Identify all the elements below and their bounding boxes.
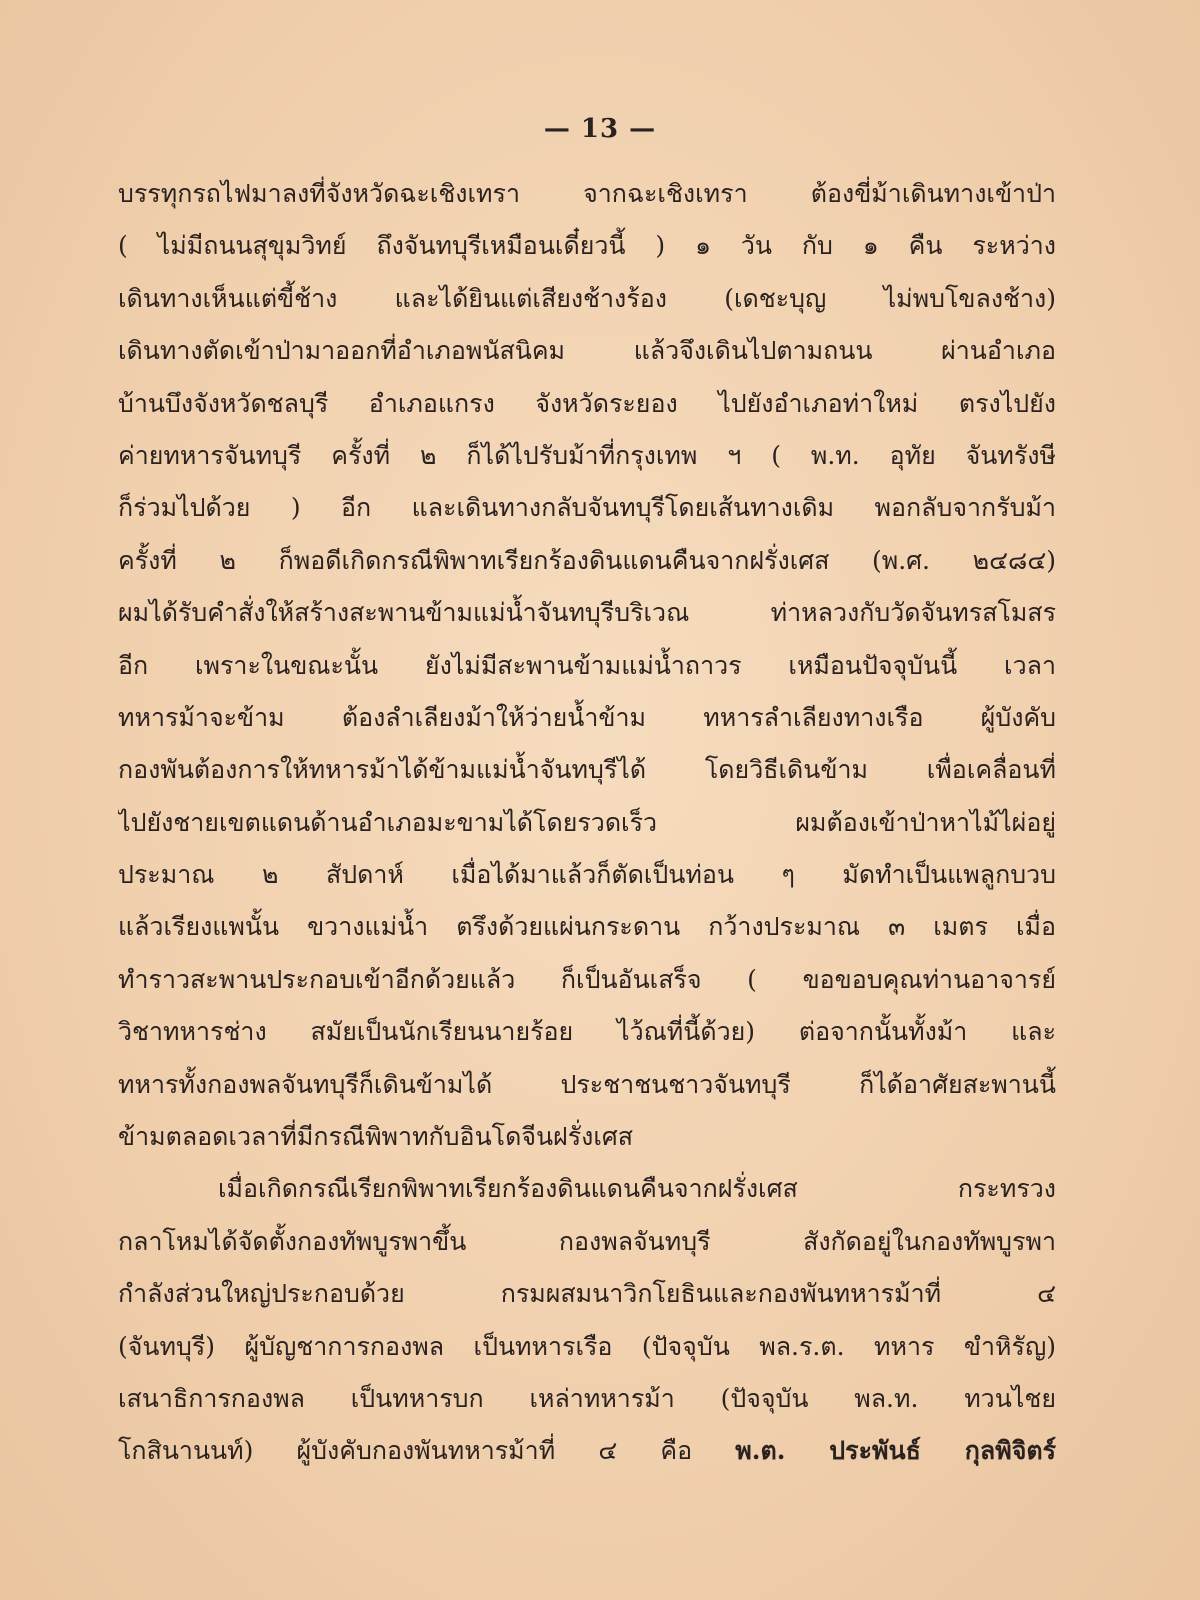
final-line-text: โกสินานนท์) ผู้บังคับกองพันทหารม้าที่ ๔ คือ <box>118 1436 693 1466</box>
text-line: ข้ามตลอดเวลาที่มีกรณีพิพาทกับอินโดจีนฝรั่งเศส <box>118 1122 634 1152</box>
text-line: ( ไม่มีถนนสุขุมวิทย์ ถึงจันทบุรีเหมือนเดี๋ยวนี้ ) ๑ วัน กับ ๑ คืน ระหว่าง <box>118 231 1056 261</box>
text-line: บ้านบึงจังหวัดชลบุรี อำเภอแกรง จังหวัดระยอง ไปยังอำเภอท่าใหม่ ตรงไปยัง <box>118 388 1056 418</box>
page-number: — 13 — <box>543 114 657 144</box>
text-line: กลาโหมได้จัดตั้งกองทัพบูรพาขึ้น กองพลจันทบุรี สังกัดอยู่ในกองทัพบูรพา <box>118 1226 1056 1256</box>
final-text-line <box>118 1425 1056 1477</box>
text-line: ผมได้รับคำสั่งให้สร้างสะพานข้ามแม่น้ำจันทบุรีบริเวณ ท่าหลวงกับวัดจันทรสโมสร <box>118 598 1056 628</box>
text-line: ทำราวสะพานประกอบเข้าอีกด้วยแล้ว ก็เป็นอันเสร็จ ( ขอขอบคุณท่านอาจารย์ <box>118 964 1056 994</box>
commander-name: พ.ต. ประพันธ์ กุลพิจิตร์ <box>735 1436 1056 1466</box>
text-line: ครั้งที่ ๒ ก็พอดีเกิดกรณีพิพาทเรียกร้องดินแดนคืนจากฝรั่งเศส (พ.ศ. ๒๔๘๔) <box>118 545 1056 575</box>
text-line: ค่ายทหารจันทบุรี ครั้งที่ ๒ ก็ได้ไปรับม้าที่กรุงเทพ ฯ ( พ.ท. อุทัย จันทรังษี <box>118 440 1056 470</box>
text-line: ก็ร่วมไปด้วย ) อีก และเดินทางกลับจันทบุรีโดยเส้นทางเดิม พอกลับจากรับม้า <box>118 493 1056 523</box>
text-line: (จันทบุรี) ผู้บัญชาการกองพล เป็นทหารเรือ (ปัจจุบัน พล.ร.ต. ทหาร ขำหิรัญ) <box>118 1331 1056 1361</box>
text-line: อีก เพราะในขณะนั้น ยังไม่มีสะพานข้ามแม่น้ำถาวร เหมือนปัจจุบันนี้ เวลา <box>118 650 1056 680</box>
text-line: ทหารทั้งกองพลจันทบุรีก็เดินข้ามได้ ประชาชนชาวจันทบุรี ก็ได้อาศัยสะพานนี้ <box>118 1069 1056 1099</box>
text-line: เสนาธิการกองพล เป็นทหารบก เหล่าทหารม้า (ปัจจุบัน พล.ท. ทวนไชย <box>118 1383 1056 1413</box>
text-line: ทหารม้าจะข้าม ต้องลำเลียงม้าให้ว่ายน้ำข้าม ทหารลำเลียงทางเรือ ผู้บังคับ <box>118 702 1056 732</box>
paragraph-start-line: เมื่อเกิดกรณีเรียกพิพาทเรียกร้องดินแดนคืนจากฝรั่งเศส กระทรวง <box>218 1174 1056 1204</box>
body-text <box>118 168 1056 1478</box>
text-line: เดินทางเห็นแต่ขี้ช้าง และได้ยินแต่เสียงช้างร้อง (เดชะบุญ ไม่พบโขลงช้าง) <box>118 283 1056 313</box>
text-line: กำลังส่วนใหญ่ประกอบด้วย กรมผสมนาวิกโยธินและกองพันทหารม้าที่ ๔ <box>118 1279 1056 1309</box>
text-line: บรรทุกรถไฟมาลงที่จังหวัดฉะเชิงเทรา จากฉะเชิงเทรา ต้องขี่ม้าเดินทางเข้าป่า <box>118 179 1056 208</box>
text-line: วิชาทหารช่าง สมัยเป็นนักเรียนนายร้อย ไว้ณที่นี้ด้วย) ต่อจากนั้นทั้งม้า และ <box>118 1017 1056 1047</box>
text-line: กองพันต้องการให้ทหารม้าได้ข้ามแม่น้ำจันทบุรีได้ โดยวิธีเดินข้าม เพื่อเคลื่อนที่ <box>118 755 1056 785</box>
text-line: เดินทางตัดเข้าป่ามาออกที่อำเภอพนัสนิคม แล้วจึงเดินไปตามถนน ผ่านอำเภอ <box>118 336 1056 366</box>
text-line: ไปยังชายเขตแดนด้านอำเภอมะขามได้โดยรวดเร็ว ผมต้องเข้าป่าหาไม้ไผ่อยู่ <box>118 807 1056 837</box>
text-line: แล้วเรียงแพนั้น ขวางแม่น้ำ ตรึงด้วยแผ่นกระดาน กว้างประมาณ ๓ เมตร เมื่อ <box>118 912 1056 942</box>
text-line: ประมาณ ๒ สัปดาห์ เมื่อได้มาแล้วก็ตัดเป็นท่อน ๆ มัดทำเป็นแพลูกบวบ <box>118 860 1056 890</box>
